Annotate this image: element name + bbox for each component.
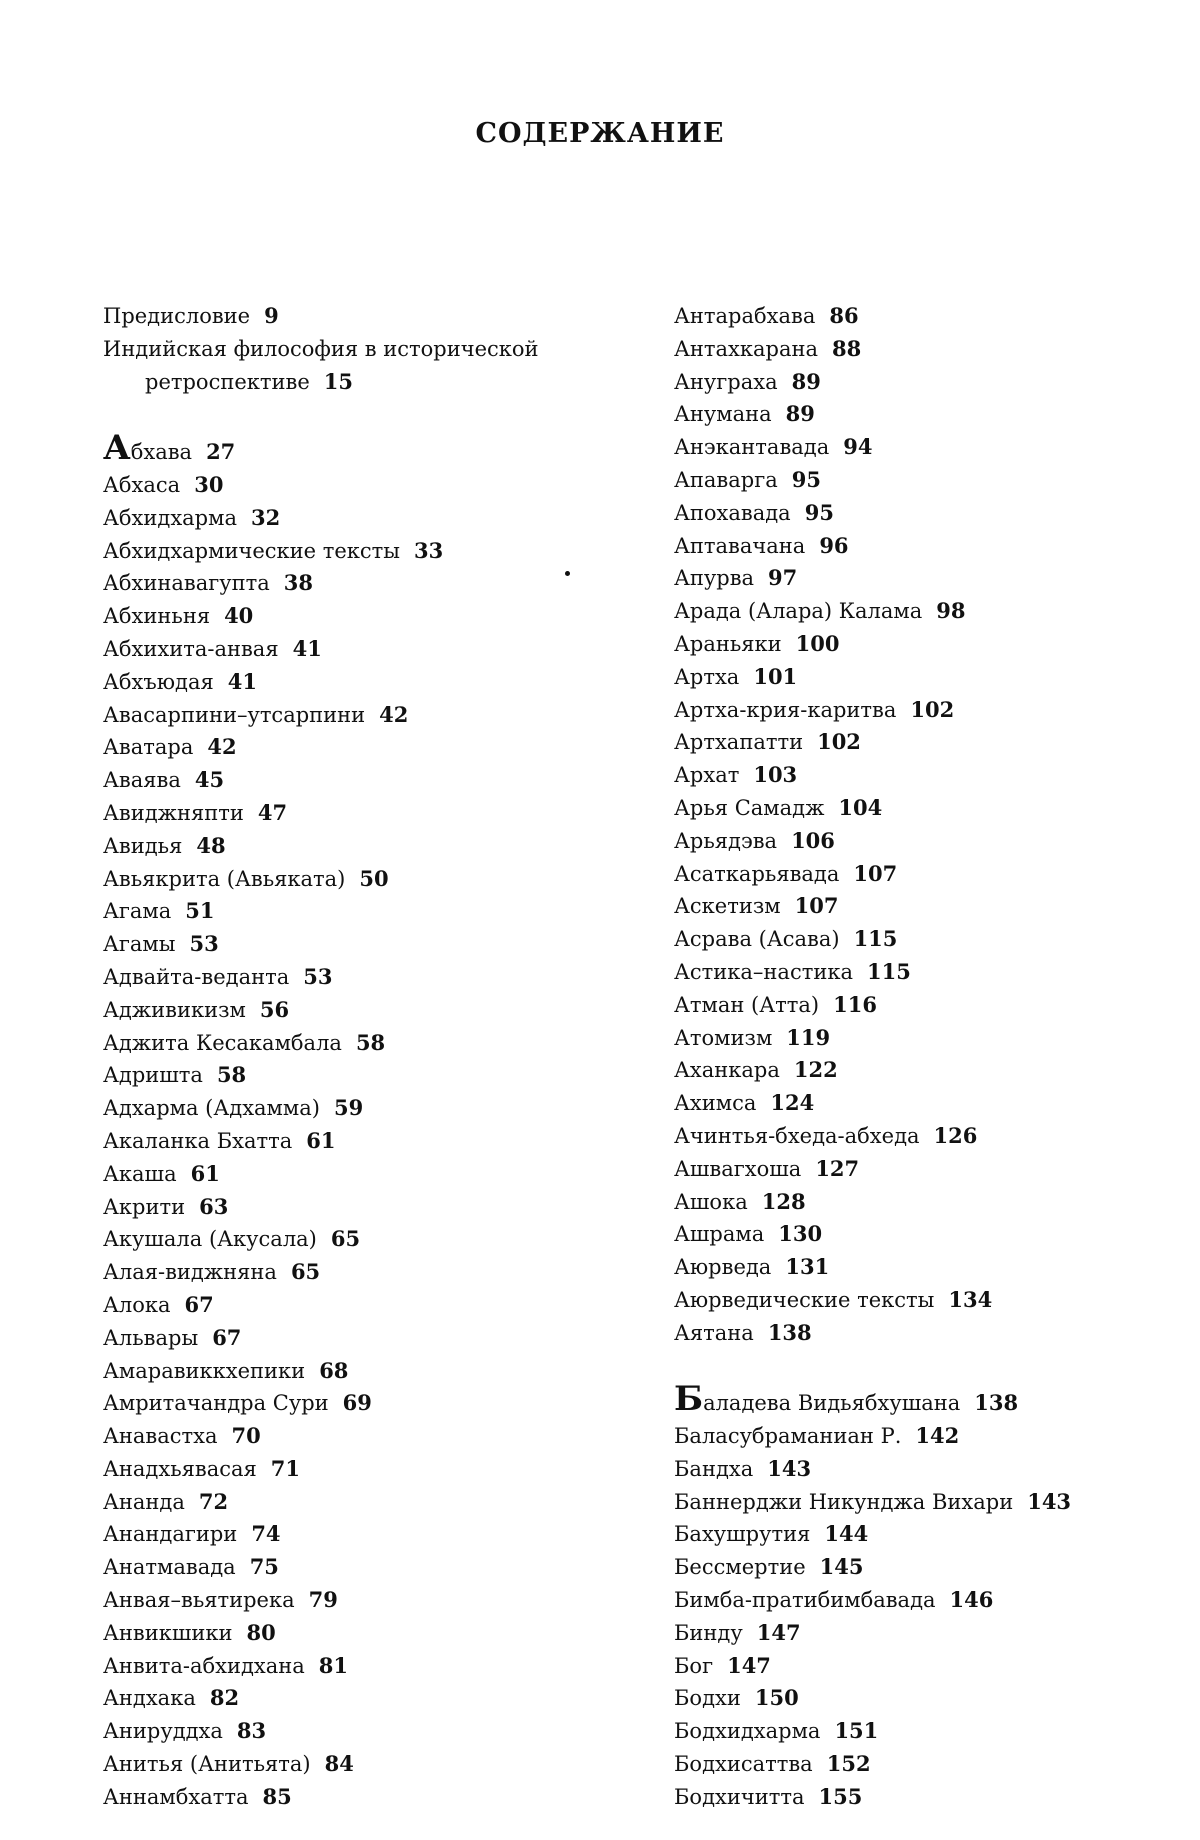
toc-entry-title: Антарабхава — [674, 304, 816, 328]
toc-entry-title: Аннамбхатта — [103, 1784, 249, 1809]
toc-entry-title: Апохавада — [674, 500, 791, 525]
toc-page-number: 65 — [290, 1259, 321, 1285]
toc-section-b — [674, 1379, 1174, 1813]
toc-entry — [103, 1420, 663, 1453]
toc-page-number: 95 — [791, 466, 821, 492]
toc-page-number: 33 — [414, 537, 444, 563]
toc-entry — [103, 1486, 663, 1519]
toc-entry — [674, 1486, 1174, 1519]
toc-entry — [674, 923, 1174, 956]
toc-entry-title: Акушала (Акусала) — [103, 1227, 317, 1252]
toc-entry-title: Атман (Атта) — [674, 992, 820, 1017]
toc-entry — [674, 989, 1174, 1022]
toc-entry-title: Асрава (Асава) — [674, 927, 840, 952]
toc-entry — [103, 1551, 663, 1584]
toc-entry-title: Аваява — [103, 768, 181, 793]
toc-entry — [103, 1191, 663, 1224]
toc-entry — [103, 1387, 663, 1420]
toc-entry-title: Аватара — [103, 735, 194, 760]
toc-entry — [103, 1289, 663, 1322]
toc-entry — [674, 1551, 1174, 1584]
toc-entry-title: Ашвагхоша — [674, 1156, 802, 1181]
toc-page-number: 81 — [318, 1652, 349, 1678]
toc-page-number: 75 — [249, 1554, 279, 1580]
toc-page-number: 71 — [270, 1455, 300, 1481]
toc-page-number: 138 — [974, 1390, 1019, 1416]
toc-entry-title: Бодхичитта — [674, 1784, 805, 1809]
toc-page-number: 80 — [246, 1619, 276, 1645]
toc-page-number: 150 — [754, 1685, 799, 1711]
toc-entry — [103, 1650, 663, 1683]
toc-page-number: 82 — [209, 1685, 240, 1711]
toc-entry-title: Аюрведические тексты — [674, 1287, 935, 1312]
toc-entry-title: Альвары — [103, 1325, 199, 1350]
toc-entry — [674, 1518, 1174, 1551]
toc-page-number: 127 — [815, 1155, 860, 1181]
toc-page-number: 32 — [250, 504, 281, 530]
toc-entry-title: Анугpаха — [674, 369, 778, 394]
toc-entry-title: Анвикшики — [103, 1620, 233, 1645]
toc-page-number: 58 — [216, 1062, 247, 1088]
toc-entry — [103, 1584, 663, 1617]
toc-page-number: 27 — [206, 439, 236, 465]
toc-entry-title: Бессмертие — [674, 1555, 806, 1580]
toc-entry — [674, 366, 1174, 399]
toc-entry-title: Бодхи — [674, 1686, 741, 1711]
toc-page-number: 63 — [199, 1193, 229, 1219]
toc-page-number: 100 — [795, 630, 840, 656]
toc-entry-title: Амритачандра Сури — [103, 1391, 329, 1416]
toc-page-number: 94 — [843, 434, 873, 460]
toc-page-number: 102 — [910, 696, 955, 722]
toc-entry-title: Абхъюдая — [103, 669, 214, 694]
toc-entry-title: Агама — [103, 899, 172, 924]
toc-entry-title: Баннерджи Никунджа Вихари — [674, 1489, 1014, 1514]
toc-entry — [103, 1256, 663, 1289]
toc-page-number: 42 — [379, 701, 409, 727]
toc-page-number: 30 — [194, 471, 224, 497]
toc-page-number: 74 — [251, 1521, 281, 1547]
toc-page-number: 70 — [231, 1423, 261, 1449]
toc-entry-title: Андхака — [103, 1686, 196, 1711]
toc-entry-title: Аскетизм — [674, 894, 781, 919]
toc-entry-title: Абхидхармические тексты — [103, 538, 401, 563]
toc-page-number: 15 — [323, 368, 353, 394]
toc-page-number: 40 — [224, 603, 254, 629]
toc-entry-title: Бандха — [674, 1456, 754, 1481]
toc-entry — [674, 1715, 1174, 1748]
toc-entry — [674, 726, 1174, 759]
toc-page-number: 147 — [756, 1619, 801, 1645]
toc-entry — [103, 797, 663, 830]
toc-page-number: 89 — [791, 368, 821, 394]
toc-entry — [103, 333, 663, 366]
toc-entry — [674, 1022, 1174, 1055]
toc-entry — [674, 1054, 1174, 1087]
toc-entry-title: Анавастха — [103, 1424, 218, 1449]
toc-page-number: 84 — [324, 1751, 354, 1777]
toc-entry — [674, 1748, 1174, 1781]
toc-page-number: 104 — [838, 794, 883, 820]
toc-page-number: 61 — [190, 1160, 220, 1186]
toc-page-number: 72 — [198, 1488, 229, 1514]
toc-entry — [674, 398, 1174, 431]
toc-page-number: 115 — [853, 926, 898, 952]
toc-entry-title: Абхиньня — [103, 604, 211, 629]
toc-section-a — [103, 428, 663, 1813]
toc-entry-title: Адхарма (Адхамма) — [103, 1096, 320, 1121]
toc-entry — [674, 1682, 1174, 1715]
toc-entry-title: Анитья (Анитьята) — [103, 1752, 311, 1777]
toc-entry-title: Авидья — [103, 833, 183, 858]
toc-entry-title: Адришта — [103, 1063, 203, 1088]
toc-page-number: 131 — [785, 1254, 830, 1280]
toc-page-number: 115 — [866, 958, 911, 984]
toc-entry — [674, 1153, 1174, 1186]
toc-page-number: 50 — [359, 865, 389, 891]
toc-page-number: 102 — [817, 729, 861, 755]
toc-entry — [103, 666, 663, 699]
toc-page-number: 146 — [949, 1587, 994, 1613]
toc-intro-group — [103, 300, 663, 398]
toc-entry — [674, 497, 1174, 530]
toc-page-number: 89 — [785, 401, 815, 427]
toc-entry — [674, 464, 1174, 497]
toc-page-number: 67 — [212, 1324, 242, 1350]
toc-page-number: 9 — [264, 303, 279, 328]
toc-entry — [103, 1355, 663, 1388]
toc-page-number: 134 — [948, 1286, 993, 1312]
toc-entry — [103, 600, 663, 633]
toc-entry-title: Бахушрутия — [674, 1522, 811, 1547]
toc-entry-title: Аятана — [674, 1320, 754, 1345]
toc-page-number: 59 — [333, 1095, 364, 1121]
toc-entry-title: Атомизм — [674, 1025, 773, 1050]
toc-page-number: 56 — [259, 996, 290, 1022]
toc-entry — [674, 1781, 1174, 1814]
toc-page-number: 138 — [767, 1319, 812, 1345]
toc-page-number: 147 — [727, 1652, 771, 1678]
toc-entry — [103, 699, 663, 732]
toc-entry — [103, 1223, 663, 1256]
toc-page-number: 96 — [819, 532, 849, 558]
toc-page-number: 61 — [306, 1127, 336, 1153]
toc-entry-title: Ачинтья-бхеда-абхеда — [674, 1123, 920, 1148]
toc-page-number: 53 — [189, 931, 219, 957]
toc-entry-title: Авьякрита (Авьяката) — [103, 866, 346, 891]
toc-entry-title: Бимба-пратибимбавада — [674, 1588, 936, 1613]
toc-page-number: 124 — [770, 1090, 815, 1116]
toc-entry-title: Адвайта-веданта — [103, 964, 290, 989]
toc-entry-title: Акаланка Бхатта — [103, 1128, 293, 1153]
toc-page-number: 38 — [283, 570, 313, 596]
toc-page-number: 107 — [794, 893, 839, 919]
toc-page-number: 144 — [824, 1521, 869, 1547]
toc-entry — [674, 628, 1174, 661]
toc-entry-title: Архат — [674, 763, 740, 788]
toc-entry — [674, 595, 1174, 628]
toc-entry-title: Акрити — [103, 1194, 186, 1219]
toc-entry-title: Абхинавагупта — [103, 571, 270, 596]
toc-entry-title: Абхидхарма — [103, 505, 237, 530]
toc-entry — [103, 830, 663, 863]
toc-page-number: 103 — [753, 762, 798, 788]
toc-page-number: 41 — [227, 668, 257, 694]
toc-section-a-continued — [674, 300, 1174, 1350]
toc-entry — [674, 1284, 1174, 1317]
toc-page-number: 143 — [1027, 1488, 1072, 1514]
stray-dot — [565, 571, 570, 576]
toc-entry-title: Амаравиккхепики — [103, 1358, 306, 1383]
toc-entry — [674, 1453, 1174, 1486]
toc-page-number: 42 — [207, 734, 237, 760]
toc-entry — [103, 1748, 663, 1781]
toc-entry — [674, 1650, 1174, 1683]
toc-entry — [103, 764, 663, 797]
toc-page-number: 116 — [833, 991, 877, 1017]
toc-entry-title: Араньяки — [674, 631, 782, 656]
toc-entry — [674, 661, 1174, 694]
toc-entry-title: Арья Самадж — [674, 795, 825, 820]
toc-entry-title: Адживикизм — [103, 997, 246, 1022]
toc-entry — [674, 562, 1174, 595]
toc-entry — [674, 858, 1174, 891]
toc-entry — [674, 431, 1174, 464]
toc-entry — [103, 633, 663, 666]
toc-entry-title: Алая-виджняна — [103, 1260, 277, 1285]
toc-page-number: 101 — [753, 663, 798, 689]
toc-entry — [103, 731, 663, 764]
toc-entry — [103, 1125, 663, 1158]
toc-entry-title: Артха — [674, 664, 740, 689]
toc-page-number: 151 — [834, 1718, 879, 1744]
toc-entry — [103, 366, 663, 399]
toc-entry-title: Акаша — [103, 1161, 177, 1186]
toc-entry — [103, 1617, 663, 1650]
toc-page-number: 142 — [915, 1423, 960, 1449]
page-title: СОДЕРЖАНИЕ — [475, 118, 725, 149]
toc-entry — [674, 300, 1174, 333]
toc-entry — [674, 530, 1174, 563]
toc-page-number: 126 — [933, 1122, 978, 1148]
toc-entry — [103, 1781, 663, 1814]
toc-entry-title: Аджита Кесакамбала — [103, 1030, 342, 1055]
section-gap — [103, 398, 663, 431]
toc-page-number: 48 — [196, 832, 226, 858]
toc-page-number: 51 — [185, 898, 215, 924]
toc-entry — [103, 1518, 663, 1551]
toc-page-number: 68 — [319, 1357, 349, 1383]
toc-entry — [674, 1218, 1174, 1251]
toc-page-number: 128 — [761, 1188, 806, 1214]
toc-entry — [103, 863, 663, 896]
toc-entry — [103, 567, 663, 600]
toc-entry-title: Анируддха — [103, 1719, 223, 1744]
toc-entry — [103, 1158, 663, 1191]
toc-entry — [103, 300, 663, 333]
toc-entry-title: Астика–настика — [674, 959, 853, 984]
toc-entry-title: Анумана — [674, 402, 772, 427]
toc-page-number: 106 — [791, 827, 835, 853]
toc-entry-title: Бинду — [674, 1620, 743, 1645]
toc-entry — [674, 1617, 1174, 1650]
toc-entry-title: Бодхисаттва — [674, 1752, 813, 1777]
toc-entry-title: Предисловие — [103, 304, 251, 328]
toc-page-number: 130 — [778, 1221, 823, 1247]
toc-entry — [674, 825, 1174, 858]
toc-entry — [674, 1420, 1174, 1453]
toc-entry-title: Аптавачана — [674, 533, 806, 558]
toc-entry-title: Артхапатти — [674, 730, 804, 755]
toc-entry — [674, 1379, 1174, 1420]
toc-entry — [674, 1120, 1174, 1153]
toc-entry — [103, 1027, 663, 1060]
toc-left-column — [103, 300, 663, 1814]
toc-page-number: 47 — [257, 799, 288, 825]
section-gap — [674, 1350, 1174, 1383]
toc-entry-title: Бог — [674, 1653, 714, 1678]
toc-entry-title: Алока — [103, 1292, 171, 1317]
toc-entry-title: Антахкарана — [674, 336, 819, 361]
toc-entry-title: Ашока — [674, 1189, 748, 1214]
toc-entry — [103, 1322, 663, 1355]
toc-page-number: 98 — [936, 598, 966, 624]
toc-page-number: 45 — [194, 767, 225, 793]
toc-entry-title: Анэкантавада — [674, 435, 830, 460]
toc-page-number: 53 — [303, 963, 333, 989]
toc-entry — [103, 428, 663, 469]
drop-initial: А — [103, 428, 131, 469]
toc-entry-title: Асаткарьявада — [674, 861, 840, 886]
toc-page-number: 69 — [342, 1390, 372, 1416]
toc-entry-title: Арьядэва — [674, 828, 778, 853]
toc-entry-title: Аюрведа — [674, 1255, 772, 1280]
toc-page-number: 95 — [804, 499, 834, 525]
toc-entry-title: Абхихита-анвая — [103, 636, 279, 661]
drop-initial: Б — [674, 1379, 704, 1420]
toc-entry — [674, 792, 1174, 825]
toc-entry — [674, 1317, 1174, 1350]
toc-entry-title: Ашрама — [674, 1222, 765, 1247]
toc-entry — [674, 1251, 1174, 1284]
toc-entry — [674, 1584, 1174, 1617]
toc-entry-title: Анандагири — [103, 1522, 238, 1547]
toc-entry-title: Баласубраманиан Р. — [674, 1424, 902, 1449]
toc-page-number: 97 — [768, 565, 798, 591]
toc-entry — [103, 469, 663, 502]
toc-page-number: 122 — [793, 1057, 838, 1083]
toc-entry-title: Индийская философия в исторической — [103, 336, 539, 361]
toc-entry-title: Анвая–вьятирека — [103, 1588, 295, 1613]
toc-page-number: 86 — [829, 303, 859, 328]
toc-right-column — [674, 300, 1174, 1814]
toc-page-number: 155 — [818, 1783, 863, 1809]
toc-entry-title: аладева Видьябхушана — [703, 1391, 961, 1416]
toc-entry-title: Авиджняпти — [103, 800, 244, 825]
toc-page-number: 152 — [826, 1751, 871, 1777]
toc-entry-title: Ананда — [103, 1489, 185, 1514]
toc-page-number: 67 — [184, 1291, 214, 1317]
toc-entry — [103, 535, 663, 568]
toc-page-number: 65 — [330, 1226, 361, 1252]
toc-page-number: 119 — [786, 1024, 831, 1050]
toc-page-number: 88 — [832, 335, 862, 361]
toc-entry — [103, 994, 663, 1027]
toc-page-number: 58 — [355, 1029, 386, 1055]
toc-entry-title: Арада (Алара) Калама — [674, 599, 923, 624]
toc-entry-title: Анвита-абхидхана — [103, 1653, 305, 1678]
toc-entry — [103, 1682, 663, 1715]
toc-entry — [674, 1087, 1174, 1120]
toc-entry — [674, 333, 1174, 366]
toc-entry — [674, 956, 1174, 989]
toc-page-number: 79 — [308, 1587, 338, 1613]
toc-entry — [103, 1059, 663, 1092]
toc-entry-title: Абхаса — [103, 472, 181, 497]
toc-entry — [103, 1092, 663, 1125]
toc-entry — [674, 1186, 1174, 1219]
toc-entry-title: Артха-крия-каритва — [674, 697, 897, 722]
toc-entry — [674, 694, 1174, 727]
toc-entry-title: ретроспективе — [145, 369, 310, 394]
toc-entry-title: Апаварга — [674, 467, 778, 492]
toc-entry-title: бхава — [130, 440, 193, 465]
toc-entry-title: Апурва — [674, 566, 755, 591]
toc-entry-title: Анатмавада — [103, 1555, 236, 1580]
toc-entry-title: Ахимса — [674, 1091, 757, 1116]
toc-entry — [103, 1453, 663, 1486]
toc-entry — [103, 502, 663, 535]
toc-entry-title: Аханкара — [674, 1058, 780, 1083]
toc-page-number: 83 — [236, 1718, 267, 1744]
toc-page-number: 145 — [819, 1554, 864, 1580]
toc-entry-title: Авасарпини–утсарпини — [103, 702, 366, 727]
toc-page-number: 41 — [292, 635, 322, 661]
toc-entry — [674, 759, 1174, 792]
toc-entry — [103, 895, 663, 928]
toc-page-number: 143 — [767, 1455, 812, 1481]
toc-entry — [103, 1715, 663, 1748]
toc-entry — [674, 890, 1174, 923]
toc-entry-title: Анадхьявасая — [103, 1456, 257, 1481]
toc-page-number: 85 — [262, 1783, 292, 1809]
toc-entry — [103, 928, 663, 961]
toc-entry-title: Агамы — [103, 932, 176, 957]
toc-entry — [103, 961, 663, 994]
toc-entry-title: Бодхидхарма — [674, 1719, 821, 1744]
toc-page-number: 107 — [853, 860, 898, 886]
